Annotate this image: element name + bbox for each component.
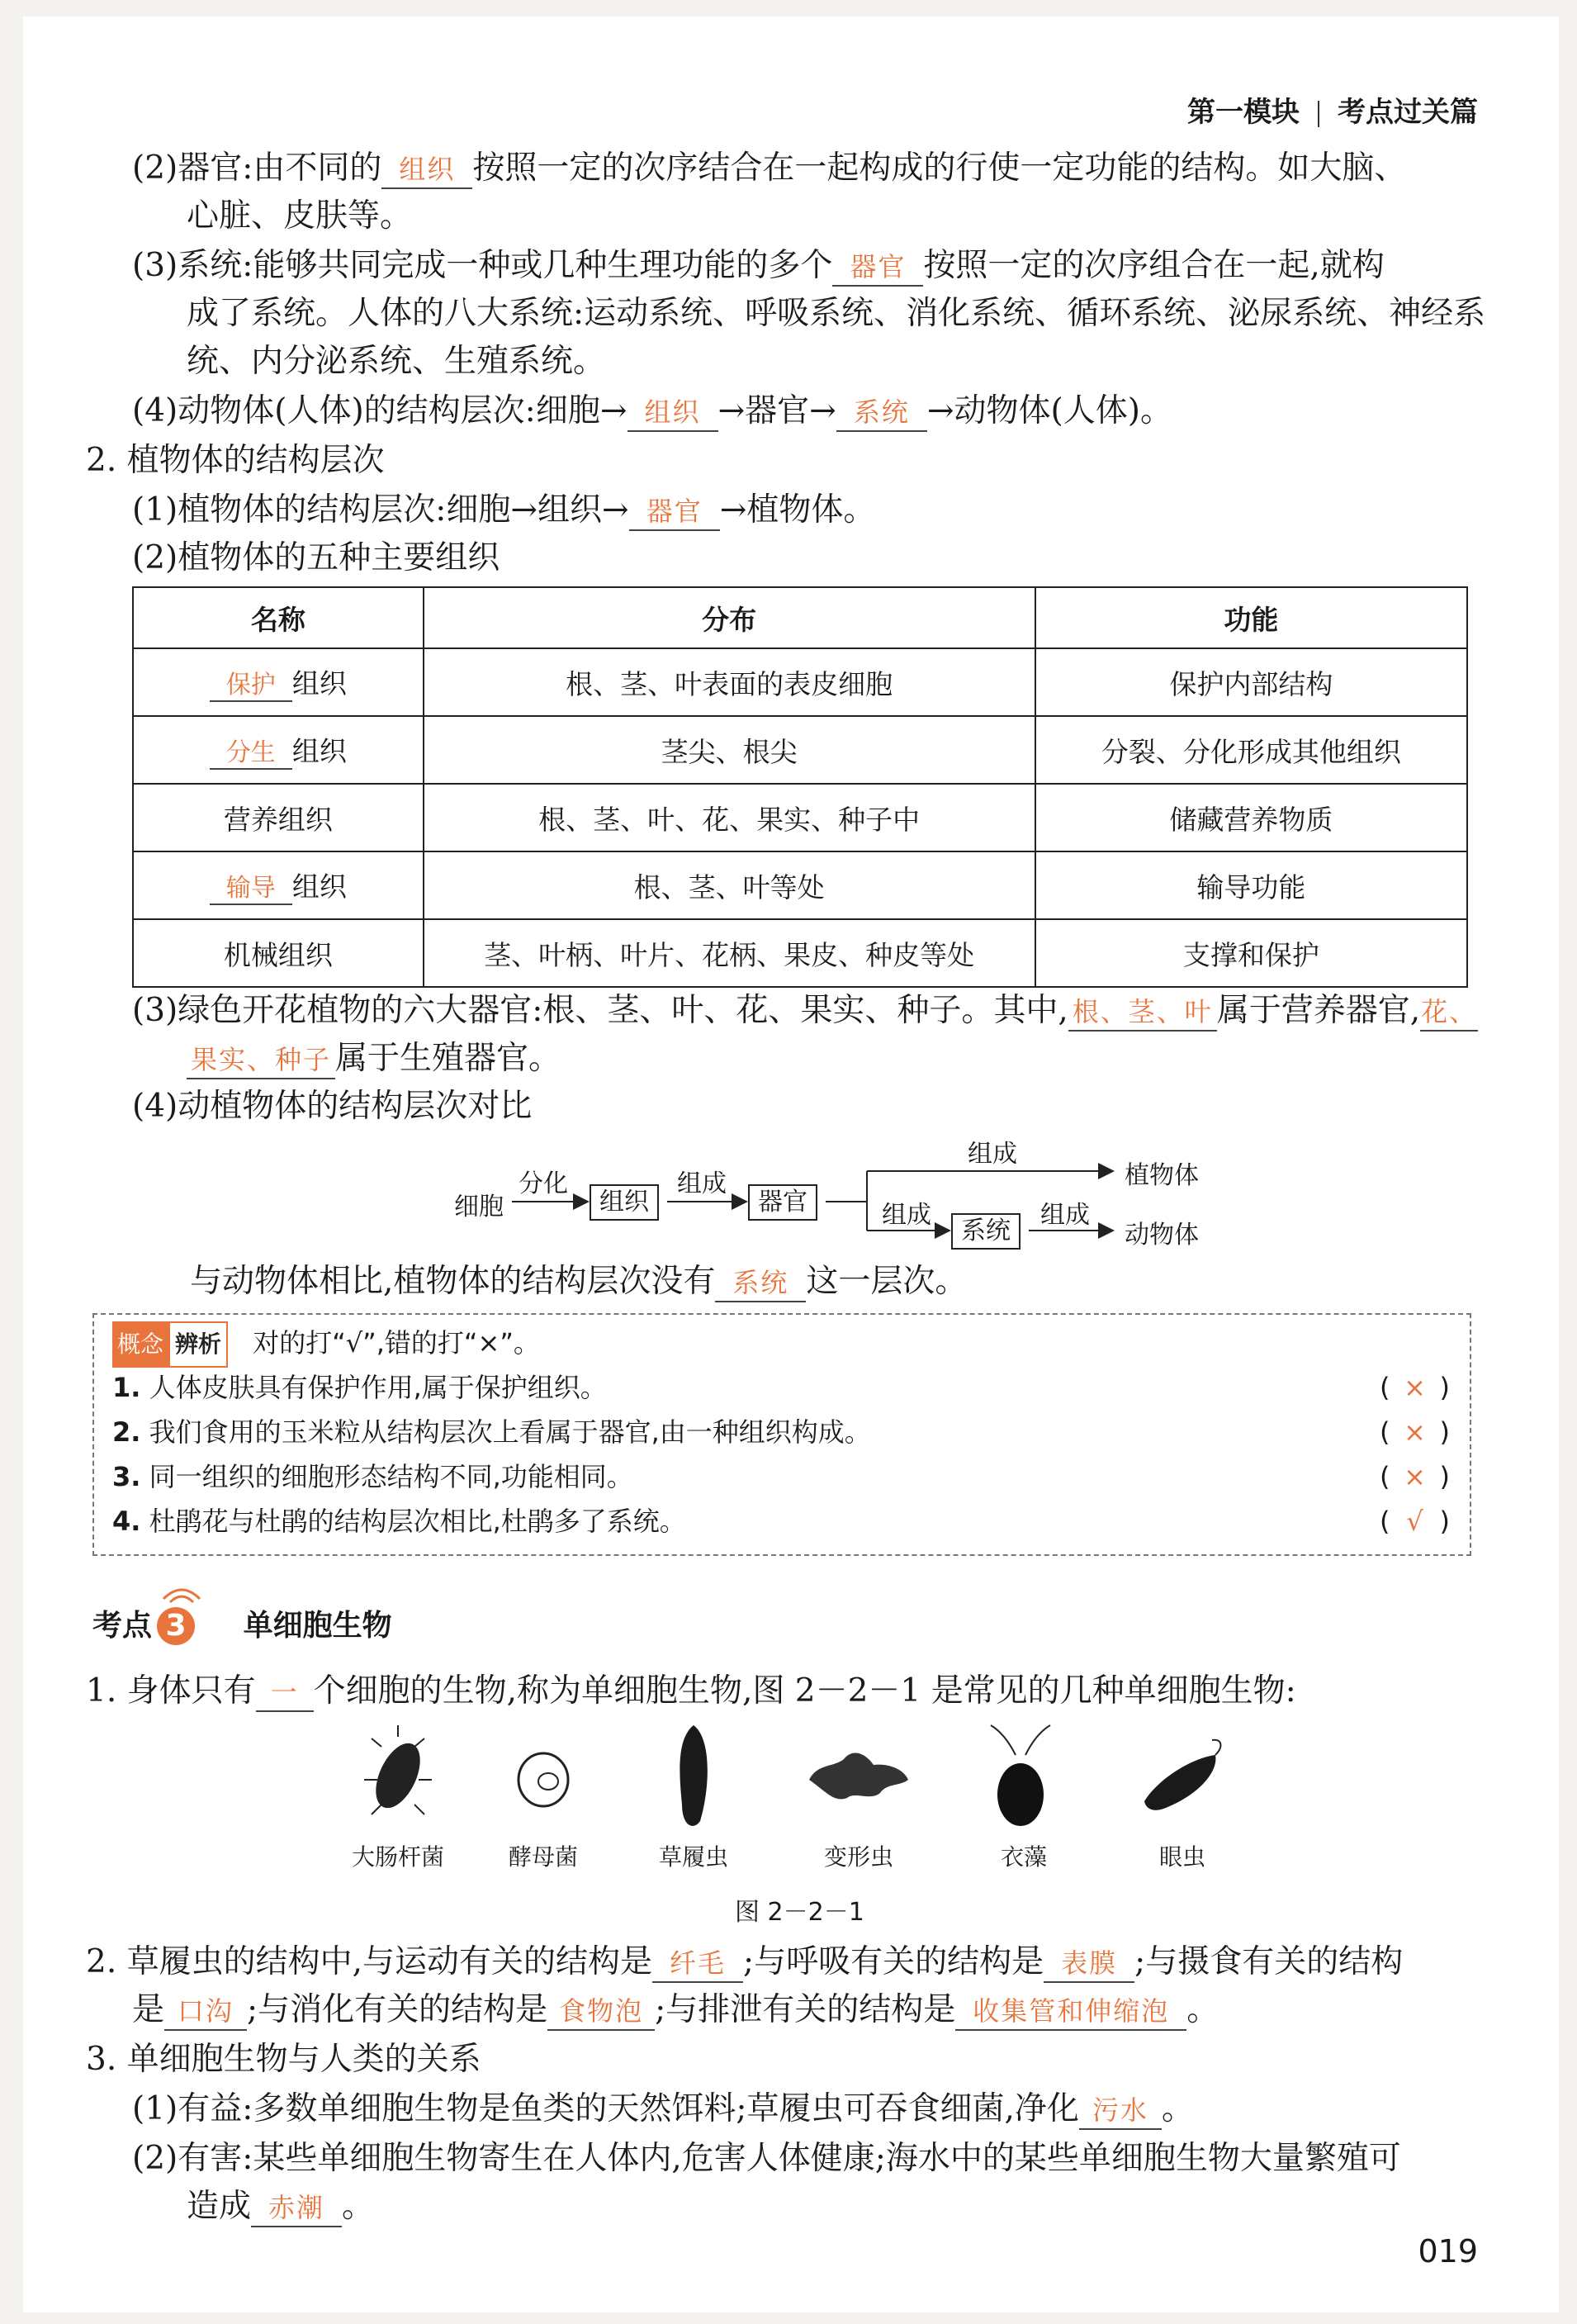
tissue-name: 机械组织 (133, 919, 424, 987)
text: ;与排泄有关的结构是 (655, 1991, 956, 2028)
answer-blank: 果实、种子 (187, 1041, 335, 1079)
text: 属于营养器官, (1216, 992, 1421, 1029)
point3-heading (92, 1605, 392, 1647)
text: (1)植物体的结构层次:细胞→组织→ (132, 491, 629, 529)
tissue-func: 支撑和保护 (1035, 919, 1467, 987)
item-text: 人体皮肤具有保护作用,属于保护组织。 (149, 1372, 607, 1403)
relation-heading: 3. 单细胞生物与人类的关系 (86, 2041, 481, 2078)
plant-lacks-system (190, 1259, 967, 1305)
organism-caption: 衣藻 (1000, 1843, 1047, 1871)
flow-organ-box: 器官 (748, 1184, 817, 1221)
answer-blank: 系统 (836, 394, 927, 432)
text: (2)器官:由不同的 (132, 149, 382, 187)
point-number-badge: 3 (157, 1607, 195, 1645)
harm-line-cont (187, 2184, 374, 2230)
answer-blank: 食物泡 (547, 1993, 655, 2031)
e-coli-icon (357, 1722, 439, 1829)
text: 。 (342, 2188, 375, 2225)
concept-instruction (112, 1321, 540, 1368)
figure-caption: 图 2－2－1 (735, 1898, 864, 1927)
flow-system-box: 系统 (951, 1213, 1021, 1250)
yeast-icon (502, 1722, 585, 1829)
text: 按照一定的次序结合在一起构成的行使一定功能的结构。如大脑、 (472, 149, 1407, 187)
mark-value: × (1404, 1416, 1426, 1448)
text: 这一层次。 (806, 1263, 968, 1300)
paramecium-structures-cont (132, 1987, 1219, 2033)
answer-blank: 器官 (832, 249, 923, 287)
flow-label-compose: 组成 (677, 1169, 727, 1198)
text: 与动物体相比,植物体的结构层次没有 (190, 1263, 716, 1300)
paramecium-structures (86, 1939, 1403, 1985)
concept-item (112, 1366, 607, 1409)
tissue-dist: 根、茎、叶表面的表皮细胞 (424, 648, 1035, 716)
concept-check-box (92, 1313, 1471, 1556)
section-label: 考点过关篇 (1338, 96, 1478, 129)
harm-line: (2)有害:某些单细胞生物寄生在人体内,危害人体健康;海水中的某些单细胞生物大量繁殖可 (132, 2140, 1401, 2177)
answer-blank: 输导 (210, 867, 292, 905)
answer-blank: 赤潮 (251, 2189, 342, 2227)
tissue-dist: 根、茎、叶、花、果实、种子中 (424, 784, 1035, 851)
tissue-name: 营养组织 (133, 784, 424, 851)
flow-label-compose: 组成 (1040, 1201, 1090, 1230)
text: 组织 (291, 870, 347, 903)
tissue-dist: 茎尖、根尖 (424, 716, 1035, 784)
tissue-dist: 茎、叶柄、叶片、花柄、果皮、种皮等处 (424, 919, 1035, 987)
answer-blank: 收集管和伸缩泡 (955, 1993, 1186, 2031)
paramecium-icon (652, 1722, 735, 1829)
text: →动物体(人体)。 (926, 392, 1172, 429)
flow-tissue-box: 组织 (590, 1184, 659, 1221)
organism-e-coli (332, 1722, 464, 1872)
flow-cell: 细胞 (454, 1193, 504, 1221)
item-number: 3. (112, 1461, 141, 1492)
text: (3)系统:能够共同完成一种或几种生理功能的多个 (132, 247, 833, 284)
text: 组织 (291, 735, 347, 767)
tissue-dist: 根、茎、叶等处 (424, 851, 1035, 919)
text: 组织 (291, 667, 347, 700)
organism-caption: 眼虫 (1158, 1843, 1205, 1871)
text: 是 (132, 1991, 165, 2028)
answer-blank: 纤毛 (652, 1945, 743, 1983)
col-dist: 分布 (424, 587, 1035, 648)
text: ;与摄食有关的结构 (1134, 1943, 1404, 1980)
text: (1)有益:多数单细胞生物是鱼类的天然饵料;草履虫可吞食细菌,净化 (132, 2090, 1079, 2127)
tissue-func: 储藏营养物质 (1035, 784, 1467, 851)
instruction-text: 对的打“√”,错的打“×”。 (253, 1327, 540, 1359)
tissue-func: 输导功能 (1035, 851, 1467, 919)
flow-label-compose: 组成 (968, 1140, 1017, 1169)
answer-blank: 污水 (1079, 2092, 1162, 2130)
compare-heading: (4)动植物体的结构层次对比 (132, 1088, 533, 1125)
page-number: 019 (1418, 2233, 1478, 2269)
tissue-func: 保护内部结构 (1035, 648, 1467, 716)
organism-caption: 变形虫 (823, 1843, 893, 1871)
text: 属于生殖器官。 (335, 1040, 561, 1077)
answer-blank: 保护 (210, 664, 292, 702)
answer-blank: 分生 (210, 732, 292, 770)
text: 2. 草履虫的结构中,与运动有关的结构是 (86, 1943, 653, 1980)
answer-blank: 花、 (1420, 994, 1478, 1032)
module-label: 第一模块 (1187, 96, 1300, 129)
item-number: 4. (112, 1506, 141, 1537)
mark-value: √ (1406, 1506, 1423, 1537)
item-text: 同一组织的细胞形态结构不同,功能相同。 (149, 1461, 633, 1492)
text: →器官→ (717, 392, 836, 429)
answer-blank: 表膜 (1044, 1945, 1134, 1983)
flow-label-compose: 组成 (882, 1201, 931, 1230)
organism-caption: 草履虫 (658, 1843, 728, 1871)
flow-plant: 植物体 (1125, 1161, 1199, 1190)
text: (4)动物体(人体)的结构层次:细胞→ (132, 392, 627, 429)
tissue-func: 分裂、分化形成其他组织 (1035, 716, 1467, 784)
concept-item (112, 1455, 633, 1498)
flow-animal: 动物体 (1125, 1221, 1199, 1250)
text: 。 (1186, 1991, 1219, 2028)
answer-blank: 一 (256, 1674, 314, 1712)
mark-value: × (1404, 1461, 1426, 1492)
analysis-tag: 辨析 (168, 1321, 228, 1368)
flow-label-differentiate: 分化 (519, 1169, 568, 1198)
system-definition-cont2: 统、内分泌系统、生殖系统。 (187, 343, 606, 380)
amoeba-icon (801, 1722, 916, 1829)
text: 按照一定的次序组合在一起,就构 (923, 247, 1385, 284)
organism-yeast (477, 1722, 609, 1872)
answer-mark: ( × ) (1380, 1411, 1450, 1454)
answer-blank: 根、茎、叶 (1068, 994, 1217, 1032)
answer-mark: ( × ) (1380, 1366, 1450, 1409)
item-number: 2. (112, 1416, 141, 1448)
answer-mark: ( × ) (1380, 1455, 1450, 1498)
text: ;与呼吸有关的结构是 (743, 1943, 1044, 1980)
answer-blank: 组织 (381, 151, 472, 189)
organism-chlamydomonas (958, 1722, 1090, 1872)
point-title: 单细胞生物 (243, 1609, 392, 1643)
concept-tag: 概念 (112, 1321, 168, 1368)
answer-blank: 系统 (715, 1264, 806, 1302)
text: 造成 (187, 2188, 252, 2225)
chlamydomonas-icon (974, 1722, 1073, 1829)
item-number: 1. (112, 1372, 141, 1403)
text: 1. 身体只有 (86, 1672, 256, 1710)
col-func: 功能 (1035, 587, 1467, 648)
plant-heading: 2. 植物体的结构层次 (86, 442, 385, 479)
signal-icon (157, 1574, 206, 1607)
point-label: 考点 (92, 1609, 153, 1643)
answer-blank: 组织 (627, 394, 718, 432)
answer-blank: 口沟 (164, 1993, 247, 2031)
organism-euglena (1116, 1722, 1248, 1872)
organism-caption: 大肠杆菌 (351, 1843, 444, 1871)
item-text: 杜鹃花与杜鹃的结构层次相比,杜鹃多了系统。 (149, 1506, 686, 1537)
concept-item (112, 1411, 871, 1454)
unicellular-definition (86, 1668, 1296, 1715)
system-definition-cont: 成了系统。人体的八大系统:运动系统、呼吸系统、消化系统、循环系统、泌尿系统、神经系 (187, 295, 1486, 332)
text: 。 (1161, 2090, 1194, 2127)
col-name: 名称 (133, 587, 424, 648)
organism-paramecium (627, 1722, 760, 1872)
euglena-icon (1133, 1722, 1232, 1829)
concept-item (112, 1500, 686, 1543)
text: ;与消化有关的结构是 (247, 1991, 548, 2028)
mark-value: × (1404, 1372, 1426, 1403)
answer-mark: ( √ ) (1380, 1500, 1450, 1543)
text: →植物体。 (719, 491, 876, 529)
tissue-heading: (2)植物体的五种主要组织 (132, 539, 500, 576)
answer-blank: 器官 (629, 493, 720, 531)
organism-caption: 酵母菌 (508, 1843, 578, 1871)
text: 个细胞的生物,称为单细胞生物,图 2－2－1 是常见的几种单细胞生物: (313, 1672, 1296, 1710)
item-text: 我们食用的玉米粒从结构层次上看属于器官,由一种组织构成。 (149, 1416, 871, 1448)
benefit-line (132, 2086, 1194, 2132)
organism-amoeba (793, 1722, 925, 1872)
text: (3)绿色开花植物的六大器官:根、茎、叶、花、果实、种子。其中, (132, 992, 1068, 1029)
organ-definition-cont: 心脏、皮肤等。 (187, 197, 413, 235)
